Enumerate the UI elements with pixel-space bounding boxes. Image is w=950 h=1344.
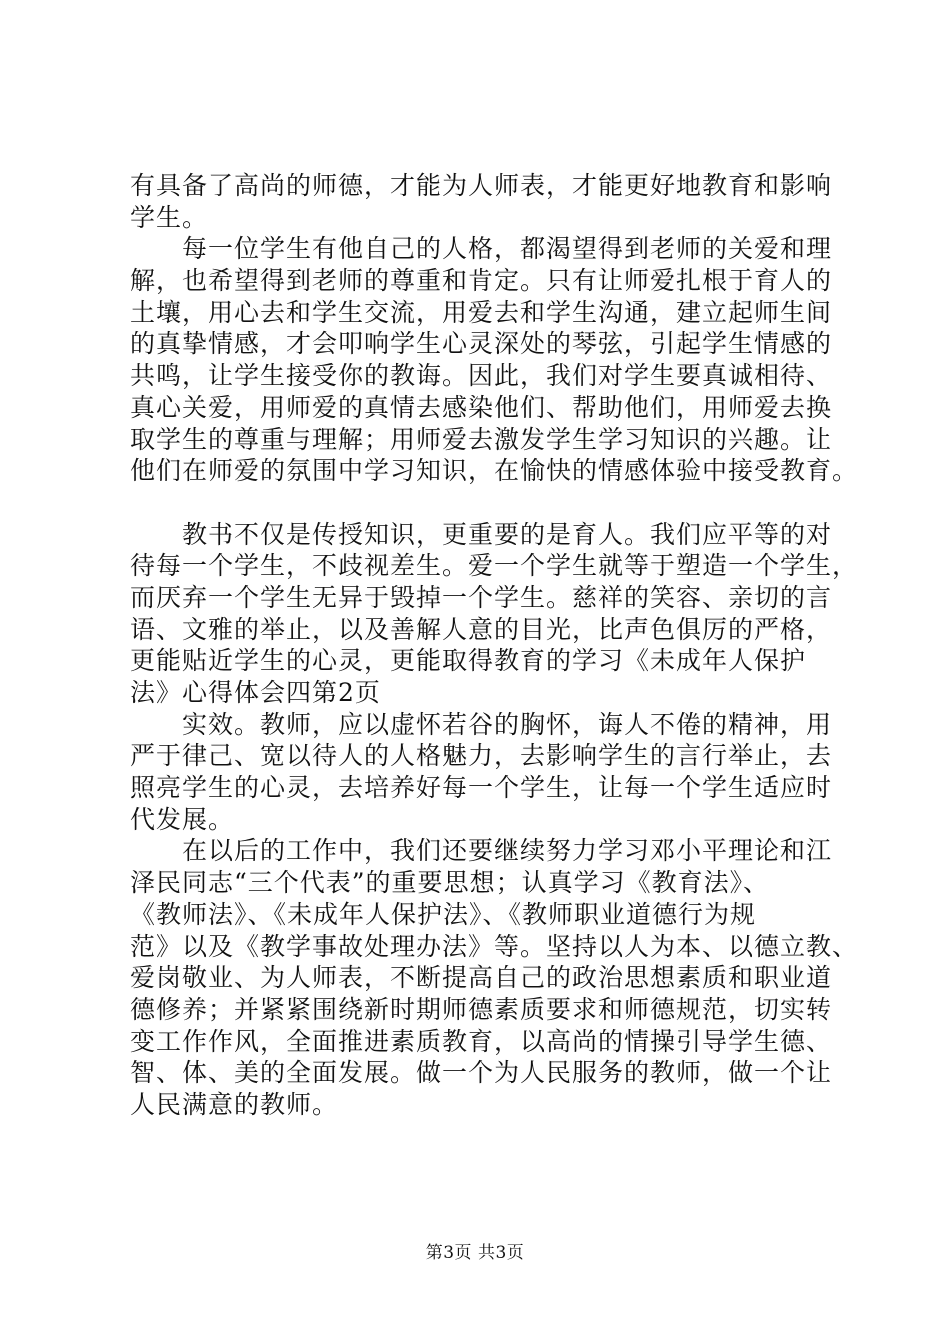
text-line: 语、文雅的举止，以及善解人意的目光，比声色俱厉的严格， bbox=[130, 614, 833, 644]
text-line: 严于律己、宽以待人的人格魅力，去影响学生的言行举止，去 bbox=[130, 741, 833, 771]
text-line: 代发展。 bbox=[130, 804, 235, 834]
text-line: 人民满意的教师。 bbox=[130, 1089, 339, 1119]
document-body bbox=[130, 170, 859, 1121]
text-line: 每一位学生有他自己的人格，都渴望得到老师的关爱和理 bbox=[130, 234, 833, 264]
text-line: 学生。 bbox=[130, 202, 209, 232]
text-line: 爱岗敬业、为人师表，不断提高自己的政治思想素质和职业道 bbox=[130, 963, 833, 993]
text-line: 法》心得体会四第2页 bbox=[130, 678, 381, 707]
text-line: 而厌弃一个学生无异于毁掉一个学生。慈祥的笑容、亲切的言 bbox=[130, 582, 833, 612]
text-line: 待每一个学生，不歧视差生。爱一个学生就等于塑造一个学生， bbox=[130, 551, 859, 581]
text-line: 取学生的尊重与理解；用师爱去激发学生学习知识的兴趣。让 bbox=[130, 424, 833, 454]
text-line: 照亮学生的心灵，去培养好每一个学生，让每一个学生适应时 bbox=[130, 773, 833, 803]
text-line: 变工作作风，全面推进素质教育，以高尚的情操引导学生德、 bbox=[130, 1026, 833, 1056]
text-line: 实效。教师，应以虚怀若谷的胸怀，诲人不倦的精神，用 bbox=[130, 709, 833, 739]
text-line: 智、体、美的全面发展。做一个为人民服务的教师，做一个让 bbox=[130, 1058, 833, 1088]
text-line: 土壤，用心去和学生交流，用爱去和学生沟通，建立起师生间 bbox=[130, 297, 833, 327]
text-line: 的真挚情感，才会叩响学生心灵深处的琴弦，引起学生情感的 bbox=[130, 329, 833, 359]
text-line: 真心关爱，用师爱的真情去感染他们、帮助他们，用师爱去换 bbox=[130, 392, 833, 422]
text-line: 德修养；并紧紧围绕新时期师德素质要求和师德规范，切实转 bbox=[130, 994, 833, 1024]
text-line: 范》以及《教学事故处理办法》等。坚持以人为本、以德立教、 bbox=[130, 931, 859, 961]
blank-line bbox=[130, 487, 850, 519]
text-line: 泽民同志“三个代表”的重要思想；认真学习《教育法》、 bbox=[130, 868, 770, 898]
text-line: 教书不仅是传授知识，更重要的是育人。我们应平等的对 bbox=[130, 519, 833, 549]
text-line: 有具备了高尚的师德，才能为人师表，才能更好地教育和影响 bbox=[130, 171, 833, 200]
text-line: 他们在师爱的氛围中学习知识，在愉快的情感体验中接受教育。 bbox=[130, 456, 859, 486]
page-number-footer: 第3页 共3页 bbox=[425, 1243, 525, 1263]
text-line: 共鸣，让学生接受你的教诲。因此，我们对学生要真诚相待、 bbox=[130, 361, 833, 391]
text-line: 解，也希望得到老师的尊重和肯定。只有让师爱扎根于育人的 bbox=[130, 266, 833, 296]
text-line: 更能贴近学生的心灵，更能取得教育的学习《未成年人保护 bbox=[130, 646, 807, 676]
text-line: 在以后的工作中，我们还要继续努力学习邓小平理论和江 bbox=[130, 836, 833, 866]
text-line: 《教师法》、《未成年人保护法》、《教师职业道德行为规 bbox=[130, 899, 757, 929]
